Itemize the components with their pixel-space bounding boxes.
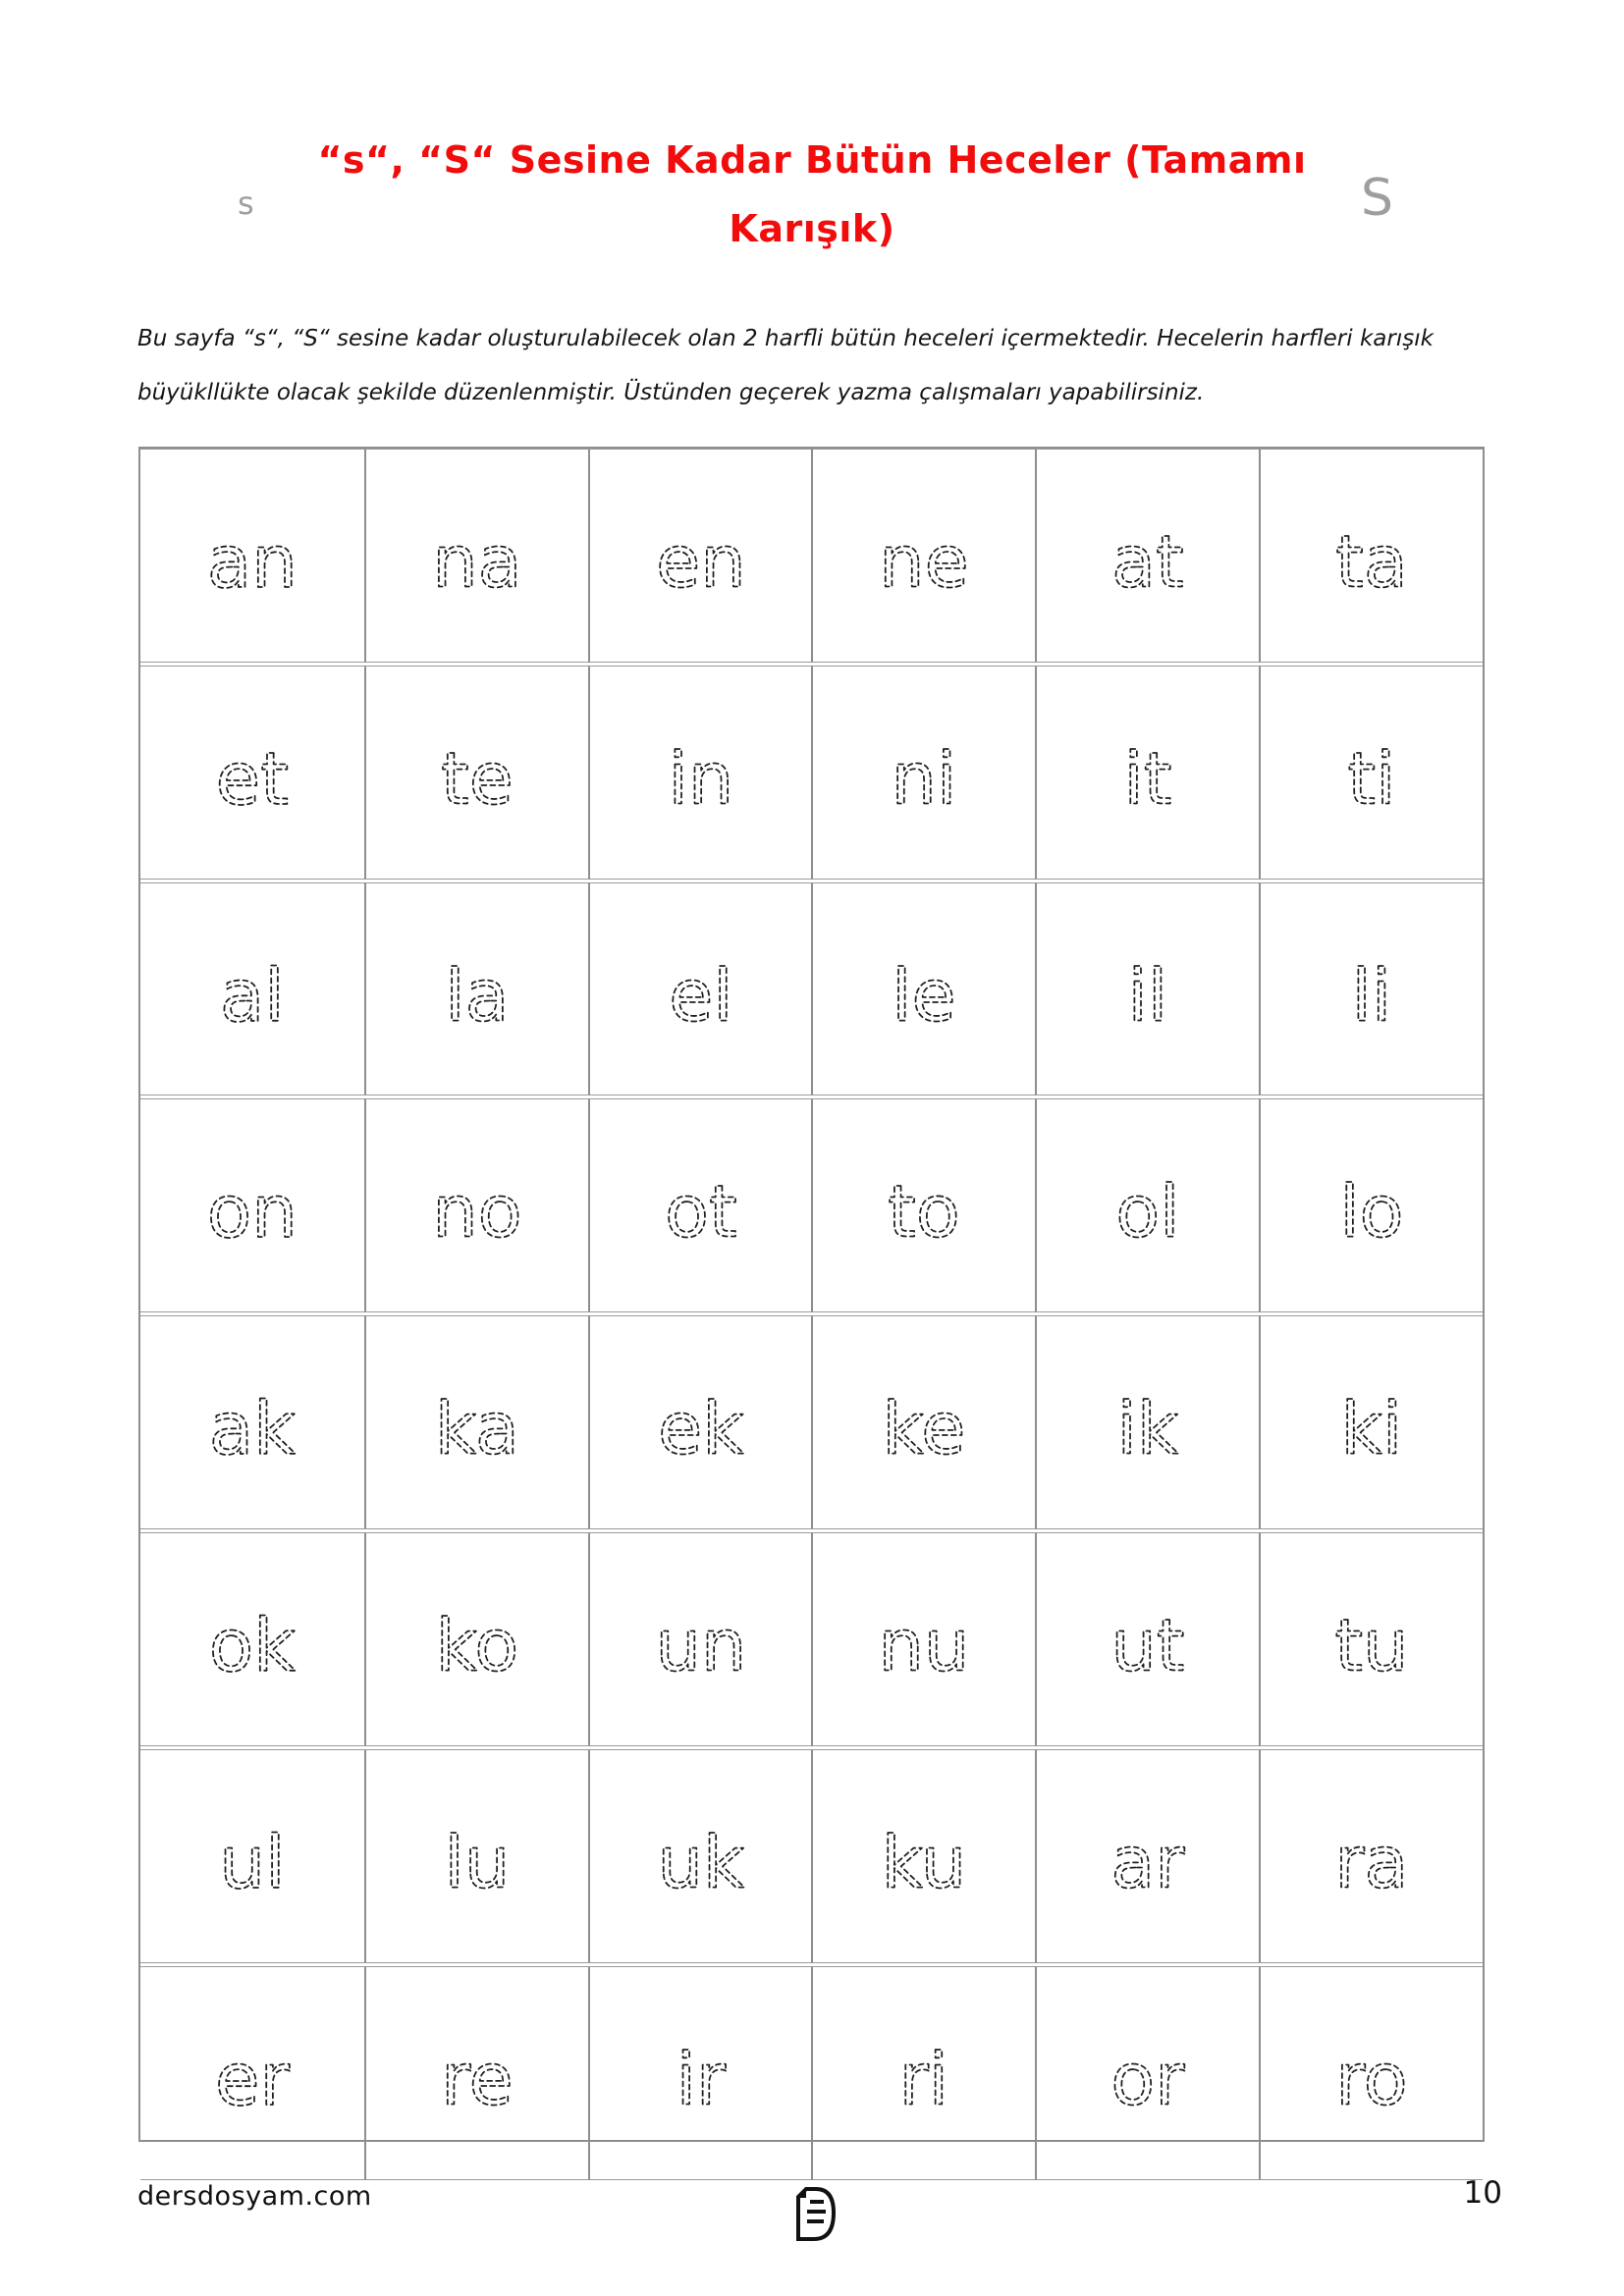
trace-syllable: er [214,2037,290,2122]
trace-syllable-svg [813,1099,1035,1311]
trace-syllable-svg [366,1967,588,2179]
trace-syllable-svg [140,1750,364,1962]
trace-syllable-svg [1037,1099,1259,1311]
trace-syllable-svg [140,883,364,1095]
trace-cell [811,1098,1035,1312]
trace-syllable: en [655,520,746,605]
syllable-trace-grid [138,447,1485,2142]
trace-syllable: il [1127,954,1168,1039]
trace-syllable: et [215,736,290,822]
trace-syllable-svg [590,667,812,879]
page-title-line2: Karışık) [729,207,895,250]
document-icon [791,2185,837,2246]
trace-cell [1035,1315,1259,1529]
trace-syllable: ni [891,737,957,822]
trace-cell [140,1966,364,2180]
trace-syllable-svg [590,1099,812,1311]
trace-syllable: un [655,1604,747,1688]
trace-cell [1259,882,1483,1096]
trace-cell [364,1532,588,1746]
trace-syllable: ne [879,520,970,605]
trace-cell [1259,449,1483,663]
trace-syllable: it [1123,737,1172,822]
trace-syllable: ik [1116,1387,1179,1471]
trace-cell [364,666,588,880]
trace-cell [364,1749,588,1963]
trace-syllable-svg [1261,450,1483,662]
trace-syllable: no [432,1171,522,1255]
trace-syllable-svg [140,1967,364,2179]
trace-syllable: ar [1110,1821,1185,1905]
trace-cell [1259,1749,1483,1963]
trace-syllable: ke [882,1387,966,1471]
watermark-lowercase-s: s [238,185,254,222]
trace-syllable-svg [1261,1533,1483,1745]
trace-syllable: lu [444,1821,511,1905]
trace-syllable: te [440,737,514,822]
trace-syllable-svg [366,883,588,1095]
trace-syllable: li [1351,954,1392,1039]
trace-syllable-svg [590,450,812,662]
trace-syllable: tu [1334,1604,1409,1688]
trace-syllable-svg [590,883,812,1095]
trace-syllable: ku [882,1821,967,1905]
trace-syllable-svg [590,1316,812,1528]
trace-syllable: ek [657,1387,744,1471]
trace-cell [588,882,812,1096]
trace-syllable-svg [1037,450,1259,662]
trace-cell [140,1749,364,1963]
trace-syllable: nu [878,1604,970,1688]
trace-cell [811,1532,1035,1746]
trace-cell [588,1532,812,1746]
trace-syllable: ot [664,1171,737,1255]
trace-syllable-svg [1037,1967,1259,2179]
trace-cell [1035,666,1259,880]
trace-cell [140,882,364,1096]
trace-cell [811,1966,1035,2180]
trace-syllable: uk [657,1821,745,1905]
trace-syllable-svg [813,450,1035,662]
trace-cell [140,1315,364,1529]
trace-syllable-svg [140,667,364,879]
trace-syllable-svg [813,883,1035,1095]
trace-syllable: ok [208,1604,296,1689]
trace-syllable: or [1110,2038,1185,2122]
trace-cell [1035,449,1259,663]
trace-syllable-svg [140,1316,364,1528]
trace-syllable: to [888,1171,961,1255]
trace-cell [811,1749,1035,1963]
trace-syllable: in [668,737,733,822]
trace-syllable: at [1111,520,1185,605]
trace-cell [1035,1966,1259,2180]
trace-syllable: ak [208,1387,296,1472]
trace-syllable-svg [1261,883,1483,1095]
trace-syllable: ri [899,2038,949,2122]
trace-cell [140,1098,364,1312]
trace-cell [1035,1749,1259,1963]
trace-syllable: ko [435,1604,519,1688]
trace-syllable: ro [1335,2038,1408,2122]
trace-syllable-svg [590,1750,812,1962]
trace-syllable: le [892,954,957,1039]
trace-syllable: ut [1110,1604,1185,1688]
trace-syllable: ka [434,1387,519,1471]
trace-cell [364,1966,588,2180]
trace-cell [364,449,588,663]
trace-cell [811,1315,1035,1529]
trace-cell [364,882,588,1096]
trace-syllable-svg [1261,1099,1483,1311]
trace-syllable-svg [366,667,588,879]
trace-syllable-svg [366,1099,588,1311]
trace-syllable: ul [219,1820,286,1905]
trace-cell [588,666,812,880]
trace-syllable-svg [1261,1750,1483,1962]
trace-cell [811,882,1035,1096]
trace-cell [588,449,812,663]
trace-cell [588,1315,812,1529]
page-title-line1: “s“, “S“ Sesine Kadar Bütün Heceler (Tamamı [317,138,1307,182]
trace-syllable-svg [590,1967,812,2179]
trace-syllable-svg [1037,1533,1259,1745]
trace-cell [1259,1315,1483,1529]
trace-syllable-svg [140,1533,364,1745]
trace-syllable: na [432,520,522,605]
trace-cell [140,666,364,880]
trace-cell [1259,1532,1483,1746]
trace-syllable: ol [1115,1171,1180,1255]
trace-cell [1259,1098,1483,1312]
trace-syllable-svg [1037,883,1259,1095]
trace-syllable: al [219,953,285,1039]
trace-syllable-svg [813,1316,1035,1528]
trace-cell [364,1315,588,1529]
trace-syllable-svg [813,1533,1035,1745]
trace-syllable-svg [1261,667,1483,879]
trace-cell [1259,1966,1483,2180]
page-title [0,126,1624,263]
trace-syllable: ra [1334,1821,1409,1905]
trace-syllable: ta [1335,520,1408,605]
trace-cell [588,1098,812,1312]
worksheet-description: Bu sayfa “s“, “S“ sesine kadar oluşturulabilecek olan 2 harfli bütün heceleri içermektedir. Hecelerin harfleri karışık büyükllükte olacak şekilde düzenlenmiştir. Üstünden geçerek yazma çalışmaları yapabilirsiniz. [137,326,1434,405]
trace-syllable-svg [813,1967,1035,2179]
trace-cell [1259,666,1483,880]
trace-cell [811,666,1035,880]
trace-syllable: ki [1340,1387,1403,1471]
trace-syllable-svg [366,1533,588,1745]
trace-syllable-svg [366,1750,588,1962]
trace-cell [588,1749,812,1963]
trace-cell [140,1532,364,1746]
trace-cell [1035,882,1259,1096]
trace-cell [811,449,1035,663]
trace-syllable-svg [366,450,588,662]
page-number: 10 [1463,2175,1502,2211]
trace-cell [1035,1098,1259,1312]
trace-syllable: ir [676,2038,726,2122]
trace-syllable-svg [1261,1316,1483,1528]
trace-cell [140,449,364,663]
trace-syllable: la [445,954,510,1039]
watermark-uppercase-s: S [1361,169,1394,228]
trace-syllable: ti [1347,737,1396,822]
trace-syllable-svg [140,1099,364,1311]
trace-syllable: re [440,2038,514,2122]
trace-syllable-svg [140,450,364,662]
trace-syllable: lo [1339,1171,1404,1255]
trace-syllable-svg [366,1316,588,1528]
trace-syllable-svg [1037,1316,1259,1528]
trace-syllable-svg [1261,1967,1483,2179]
trace-cell [588,1966,812,2180]
trace-syllable-svg [813,1750,1035,1962]
trace-cell [1035,1532,1259,1746]
trace-syllable-svg [813,667,1035,879]
trace-syllable: an [206,519,298,605]
trace-syllable-svg [1037,1750,1259,1962]
trace-syllable: el [668,954,733,1039]
trace-syllable-svg [1037,667,1259,879]
trace-cell [364,1098,588,1312]
footer-site-url: dersdosyam.com [137,2181,372,2212]
trace-syllable: on [206,1170,298,1255]
trace-syllable-svg [590,1533,812,1745]
